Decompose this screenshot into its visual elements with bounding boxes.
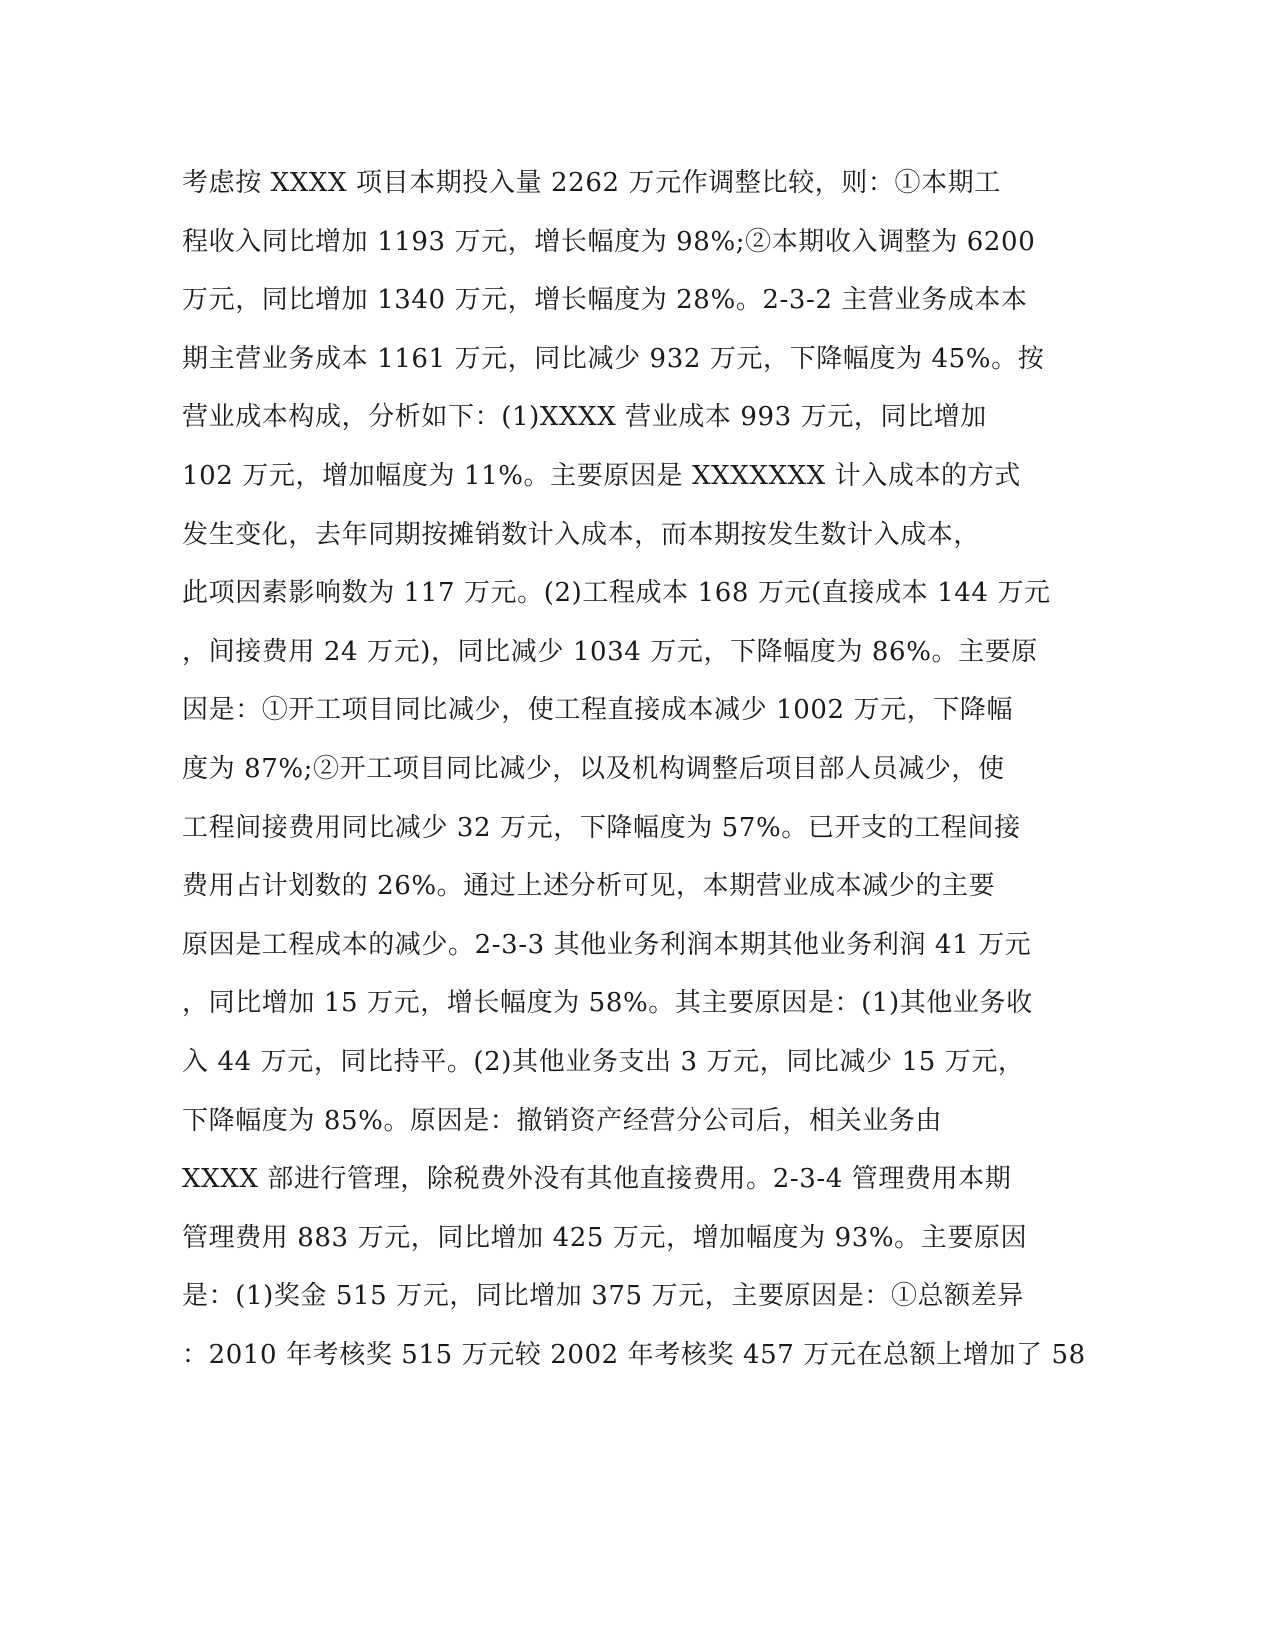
text-line: ，同比增加 15 万元，增长幅度为 58%。其主要原因是：(1)其他业务收	[182, 988, 1033, 1019]
text-line: 考虑按 XXXX 项目本期投入量 2262 万元作调整比较，则：①本期工	[182, 168, 1001, 198]
text-line: 度为 87%;②开工项目同比减少，以及机构调整后项目部人员减少，使	[182, 753, 1005, 784]
text-line: 是：(1)奖金 515 万元，同比增加 375 万元，主要原因是：①总额差异	[182, 1281, 1024, 1312]
text-line: 期主营业务成本 1161 万元，同比减少 932 万元，下降幅度为 45%。按	[182, 343, 1045, 374]
text-line: 发生变化，去年同期按摊销数计入成本，而本期按发生数计入成本，	[182, 519, 981, 550]
text-line: ，间接费用 24 万元)，同比减少 1034 万元，下降幅度为 86%。主要原	[182, 636, 1038, 667]
text-line: 因是：①开工项目同比减少，使工程直接成本减少 1002 万元，下降幅	[182, 695, 1014, 726]
text-line: ：2010 年考核奖 515 万元较 2002 年考核奖 457 万元在总额上增加了 58	[182, 1339, 1086, 1370]
text-line: 营业成本构成，分析如下：(1)XXXX 营业成本 993 万元，同比增加	[182, 402, 987, 433]
text-line: 费用占计划数的 26%。通过上述分析可见，本期营业成本减少的主要	[182, 871, 996, 902]
text-line: 工程间接费用同比减少 32 万元，下降幅度为 57%。已开支的工程间接	[182, 812, 1021, 843]
text-line: 102 万元，增加幅度为 11%。主要原因是 XXXXXXX 计入成本的方式	[182, 460, 1021, 491]
text-line: 万元，同比增加 1340 万元，增长幅度为 28%。2-3-2 主营业务成本本	[182, 285, 1028, 316]
text-line: 程收入同比增加 1193 万元，增长幅度为 98%;②本期收入调整为 6200	[182, 226, 1036, 257]
text-line: 下降幅度为 85%。原因是：撤销资产经营分公司后，相关业务由	[182, 1105, 943, 1136]
text-line: 此项因素影响数为 117 万元。(2)工程成本 168 万元(直接成本 144 万元	[182, 578, 1051, 609]
text-line: 管理费用 883 万元，同比增加 425 万元，增加幅度为 93%。主要原因	[182, 1222, 1028, 1253]
text-line: 原因是工程成本的减少。2-3-3 其他业务利润本期其他业务利润 41 万元	[182, 929, 1032, 960]
body-text	[182, 162, 1086, 1392]
text-line: XXXX 部进行管理，除税费外没有其他直接费用。2-3-4 管理费用本期	[182, 1164, 1012, 1195]
text-line: 入 44 万元，同比持平。(2)其他业务支出 3 万元，同比减少 15 万元，	[182, 1046, 1025, 1077]
